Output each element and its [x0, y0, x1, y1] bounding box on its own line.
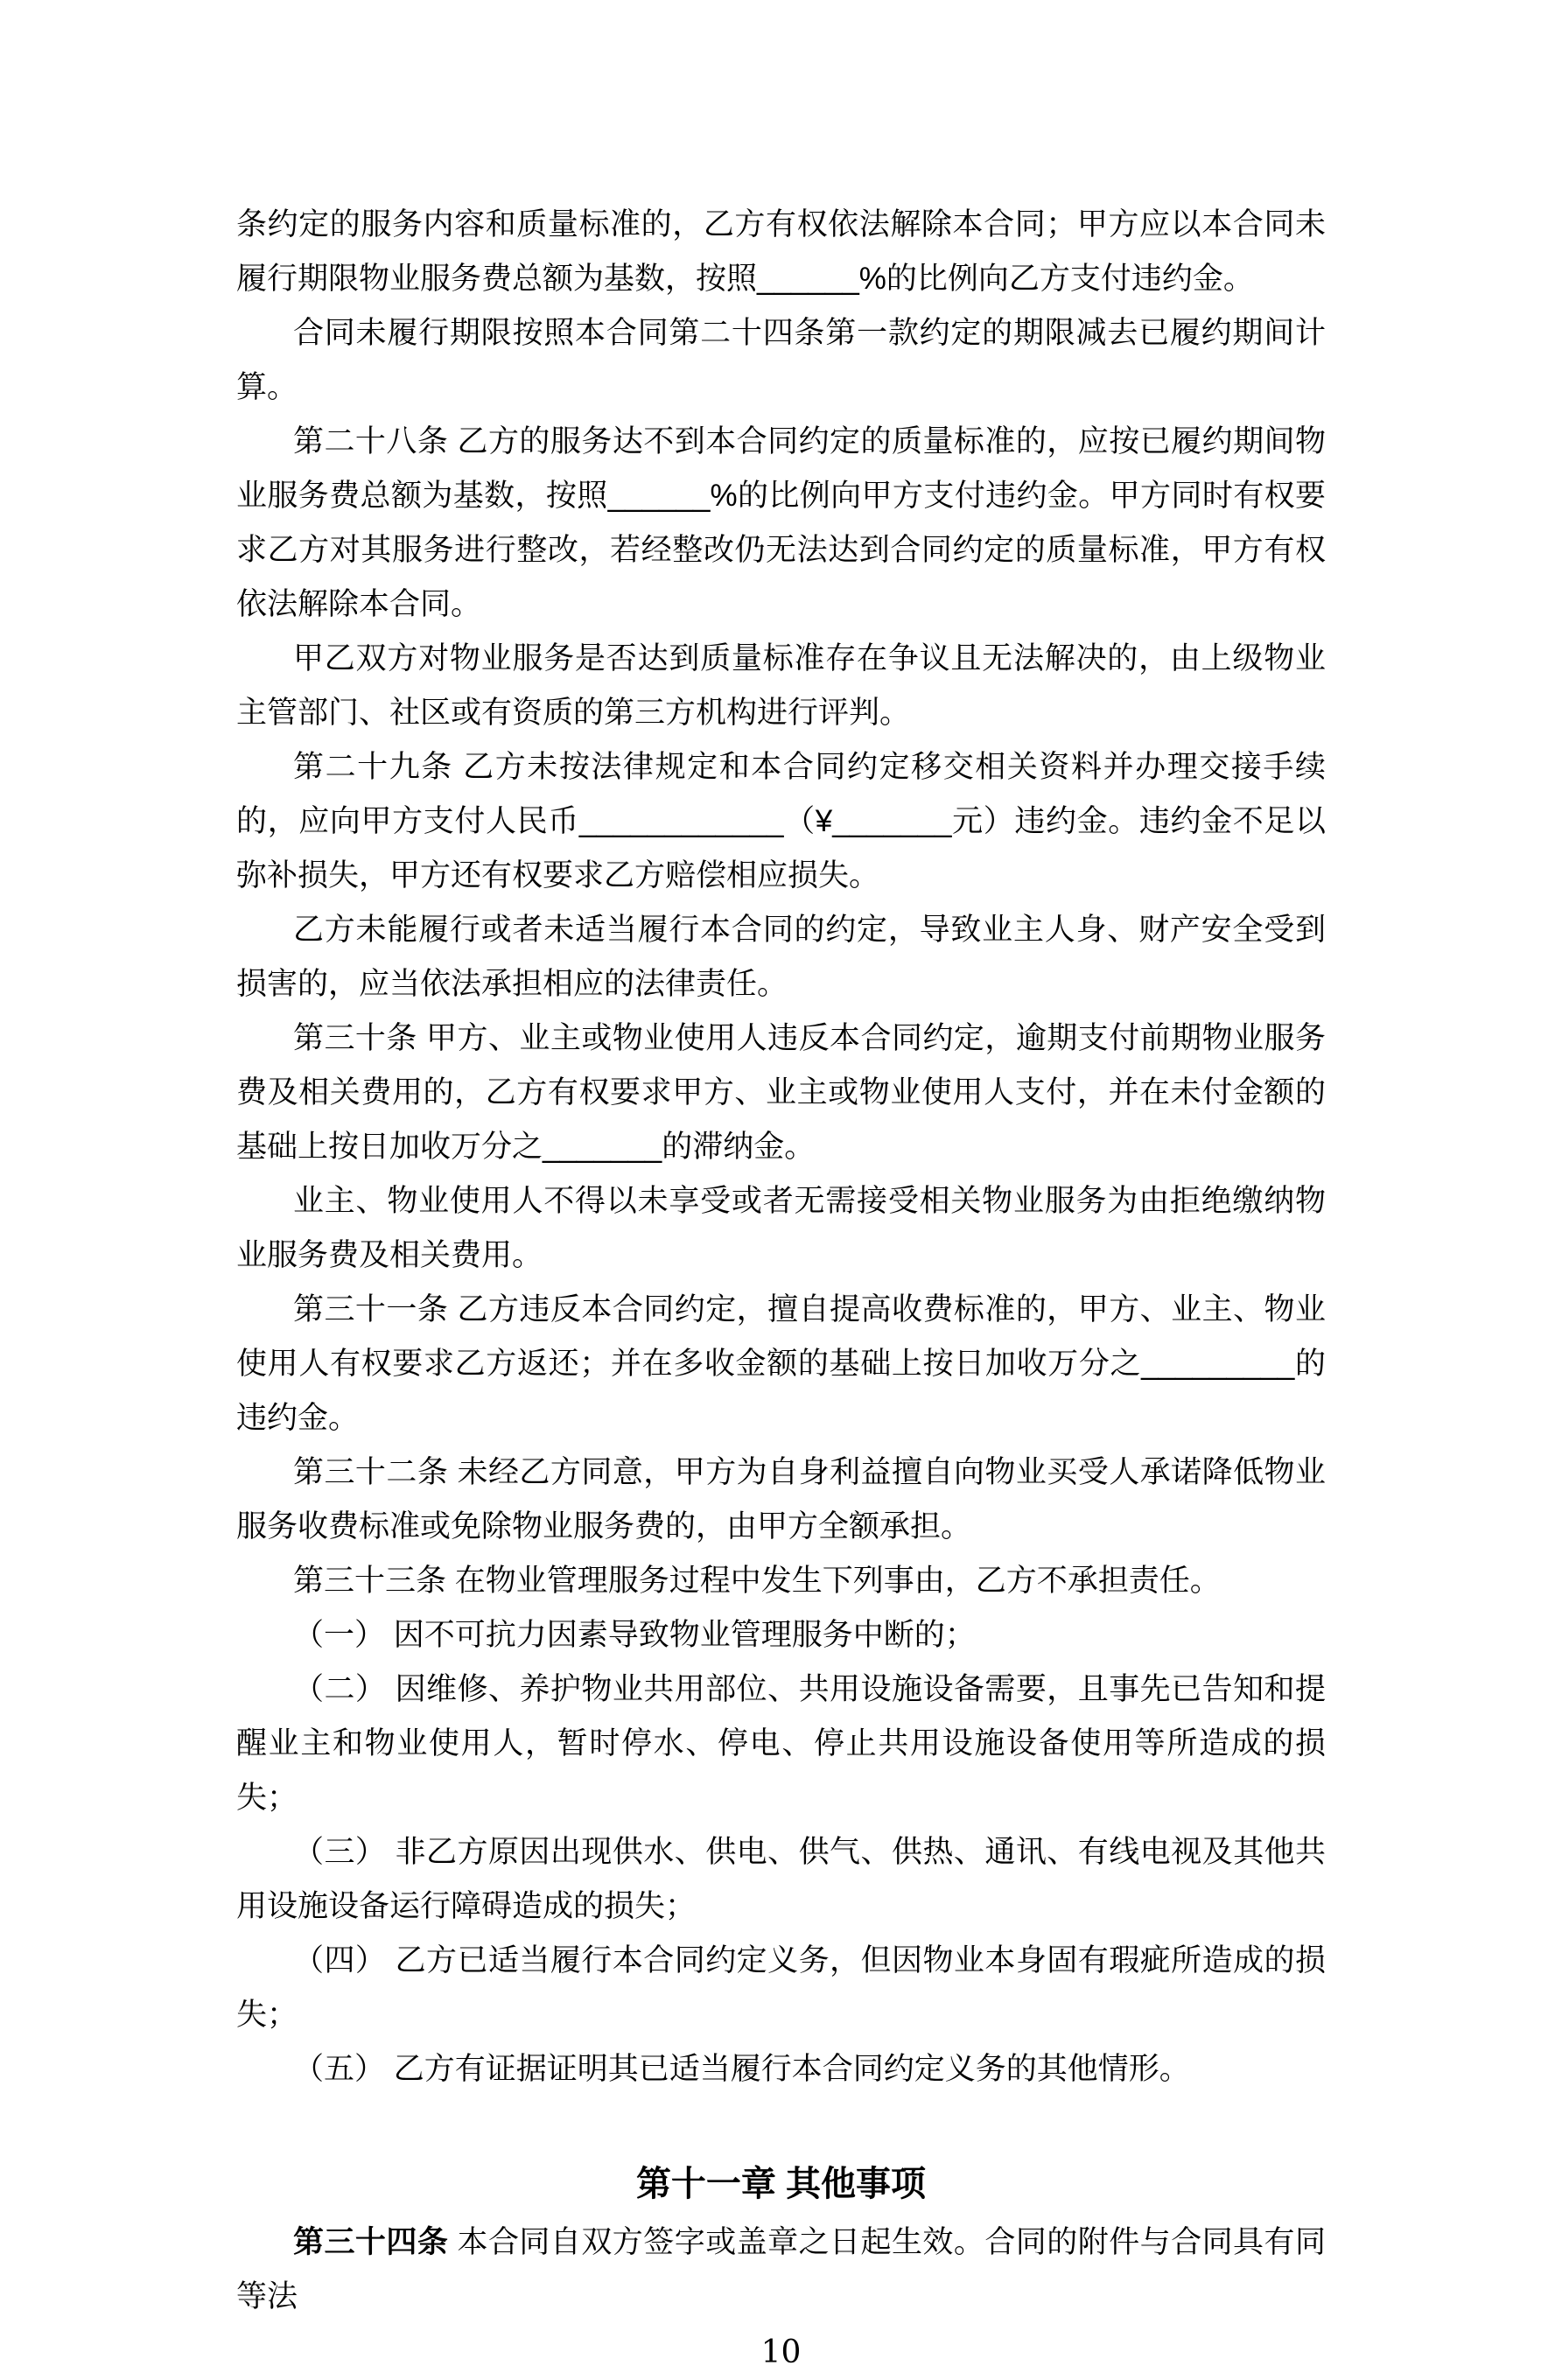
list-item-2: （二） 因维修、养护物业共用部位、共用设施设备需要，且事先已告知和提醒业主和物业使用人，暂时停水、停电、停止共用设施设备使用等所造成的损失；: [236, 1672, 1326, 1815]
paragraph-article-31: 第三十一条 乙方违反本合同约定，擅自提高收费标准的，甲方、业主、物业使用人有权要求乙方返还；并在多收金额的基础上按日加收万分之_________的违约金。: [236, 1292, 1326, 1435]
list-item-3: （三） 非乙方原因出现供水、供电、供气、供热、通讯、有线电视及其他共用设施设备运行障碍造成的损失；: [236, 1835, 1326, 1923]
article-34-number: 第三十四条: [293, 2225, 449, 2259]
paragraph-article-28: 第二十八条 乙方的服务达不到本合同约定的质量标准的，应按已履约期间物业服务费总额为基数，按照______%的比例向甲方支付违约金。甲方同时有权要求乙方对其服务进行整改，若经整改仍无法达到合同约定的质量标准，甲方有权依法解除本合同。: [236, 424, 1326, 621]
paragraph-article-32: 第三十二条 未经乙方同意，甲方为自身利益擅自向物业买受人承诺降低物业服务收费标准或免除物业服务费的，由甲方全额承担。: [236, 1455, 1326, 1544]
paragraph: 业主、物业使用人不得以未享受或者无需接受相关物业服务为由拒绝缴纳物业服务费及相关费用。: [236, 1184, 1326, 1272]
list-item-4: （四） 乙方已适当履行本合同约定义务，但因物业本身固有瑕疵所造成的损失；: [236, 1943, 1326, 2032]
page-number: 10: [760, 2334, 802, 2370]
paragraph-continuation: 条约定的服务内容和质量标准的，乙方有权依法解除本合同；甲方应以本合同未履行期限物业服务费总额为基数，按照______%的比例向乙方支付违约金。: [236, 207, 1326, 296]
paragraph-article-33: 第三十三条 在物业管理服务过程中发生下列事由，乙方不承担责任。: [293, 1564, 1221, 1598]
paragraph-article-30: 第三十条 甲方、业主或物业使用人违反本合同约定，逾期支付前期物业服务费及相关费用的，乙方有权要求甲方、业主或物业使用人支付，并在未付金额的基础上按日加收万分之_______的滞纳金。: [236, 1021, 1326, 1164]
paragraph-article-34: [236, 2216, 1326, 2324]
paragraph-article-29: 第二十九条 乙方未按法律规定和本合同约定移交相关资料并办理交接手续的，应向甲方支付人民币____________（¥_______元）违约金。违约金不足以弥补损失，甲方还有权要求乙方赔偿相应损失。: [236, 750, 1326, 892]
chapter-heading: 第十一章 其他事项: [635, 2165, 927, 2203]
paragraph: 合同未履行期限按照本合同第二十四条第一款约定的期限减去已履约期间计算。: [236, 316, 1326, 404]
paragraph: 甲乙双方对物业服务是否达到质量标准存在争议且无法解决的，由上级物业主管部门、社区或有资质的第三方机构进行评判。: [236, 641, 1326, 730]
list-item-1: （一） 因不可抗力因素导致物业管理服务中断的；: [293, 1618, 976, 1652]
article-34-text: 本合同自双方签字或盖章之日起生效。合同的附件与合同具有同等法: [236, 2225, 1326, 2314]
list-item-5: （五） 乙方有证据证明其已适当履行本合同约定义务的其他情形。: [293, 2052, 1190, 2086]
paragraph: 乙方未能履行或者未适当履行本合同的约定，导致业主人身、财产安全受到损害的，应当依法承担相应的法律责任。: [236, 913, 1326, 1001]
